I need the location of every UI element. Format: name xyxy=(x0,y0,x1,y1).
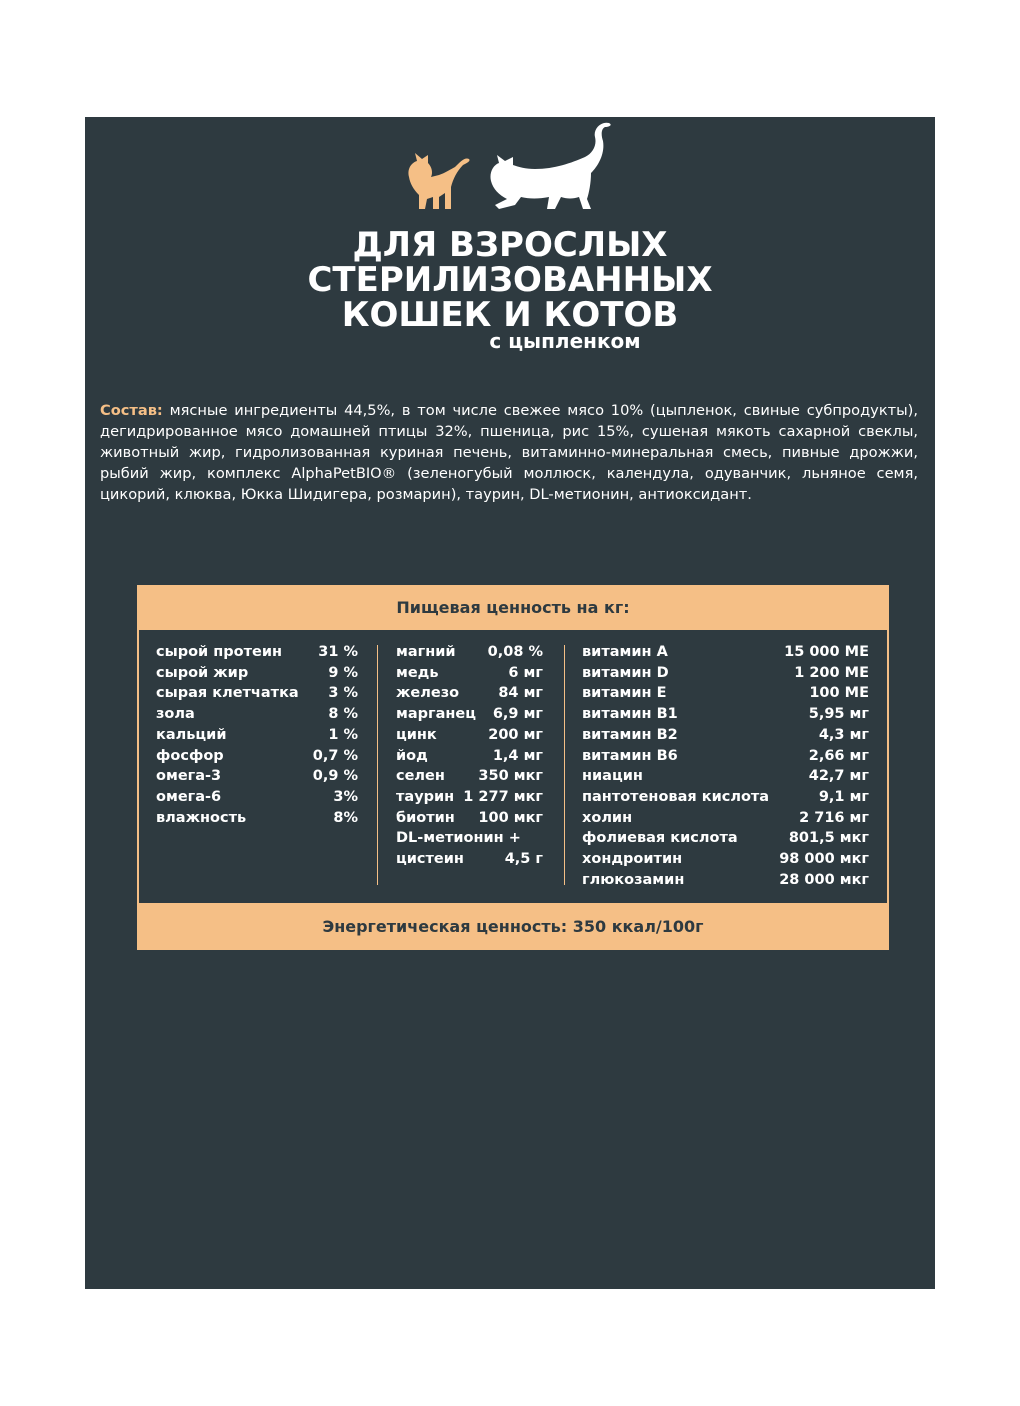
title-line: СТЕРИЛИЗОВАННЫХ xyxy=(307,260,713,300)
nutrient-value: 3% xyxy=(333,788,358,805)
nutrient-name: медь xyxy=(396,664,439,681)
nutrient-value: 0,08 % xyxy=(487,644,543,660)
nutrient-name: сырой жир xyxy=(156,664,249,681)
nutrient-row xyxy=(582,849,869,870)
nutrient-row xyxy=(582,663,869,684)
product-title xyxy=(85,225,935,335)
column-divider xyxy=(377,645,378,885)
nutrient-row xyxy=(156,642,358,663)
nutrient-name: цистеин xyxy=(396,851,464,868)
nutrient-value: 350 мкг xyxy=(478,768,543,785)
nutrient-name: фосфор xyxy=(156,747,224,764)
kitten-and-cat-icon xyxy=(395,117,635,217)
nutrient-name: йод xyxy=(396,747,428,764)
composition-body: мясные ингредиенты 44,5%, в том числе свежее мясо 10% (цыпленок, свиные субпродукты), дегидрированное мясо домашней птицы 32%, пшеница, рис 15%, сушеная мякоть сахарной свеклы, животный жир, гидролизованная куриная печень, витаминно-минеральная смесь, пивные дрожжи, рыбий жир, комплекс AlphaPetBIO® (зеленогубый моллюск, календула, одуванчик, льняное семя, цикорий, клюква, Юкка Шидигера, розмарин), таурин, DL-метионин, антиоксидант. xyxy=(100,402,918,503)
nutrient-value: 1 200 МЕ xyxy=(794,664,869,681)
nutrient-name: селен xyxy=(396,768,445,785)
nutrient-value: 4,3 мг xyxy=(818,726,869,743)
nutrient-name: витамин Е xyxy=(582,685,667,702)
nutrient-row xyxy=(582,808,869,829)
composition-text xyxy=(100,400,918,505)
nutrient-row xyxy=(582,870,869,891)
nutrient-row xyxy=(156,787,358,808)
nutrient-row xyxy=(582,746,869,767)
nutrient-row xyxy=(582,704,869,725)
nutrient-row xyxy=(582,683,869,704)
nutrient-value: 98 000 мкг xyxy=(779,851,869,868)
nutrient-row xyxy=(396,746,543,767)
nutrient-row xyxy=(396,766,543,787)
nutrient-name: хондроитин xyxy=(582,851,683,868)
nutrient-row xyxy=(582,642,869,663)
nutrient-name: цинк xyxy=(396,726,437,743)
nutrient-name: омега-3 xyxy=(156,768,222,785)
nutrient-name: таурин xyxy=(396,788,455,805)
nutrient-name: витамин В2 xyxy=(582,726,678,743)
nutrient-row xyxy=(396,663,543,684)
nutrient-row xyxy=(156,704,358,725)
title-line: ДЛЯ ВЗРОСЛЫХ xyxy=(352,225,668,265)
nutrient-name: ниацин xyxy=(582,768,643,785)
nutrition-column-3 xyxy=(582,642,869,890)
nutrient-row xyxy=(396,787,543,808)
nutrient-row xyxy=(396,808,543,829)
nutrient-row xyxy=(396,725,543,746)
nutrient-name: омега-6 xyxy=(156,788,222,805)
nutrient-value: 31 % xyxy=(318,644,358,660)
nutrient-name: влажность xyxy=(156,809,247,826)
nutrient-name: витамин D xyxy=(582,664,669,681)
nutrient-value: 1 277 мкг xyxy=(463,788,543,805)
nutrient-value: 6 мг xyxy=(508,664,543,681)
nutrient-value: 1 % xyxy=(328,726,358,743)
column-divider xyxy=(564,645,565,885)
nutrient-value: 1,4 мг xyxy=(492,747,543,764)
nutrient-row xyxy=(156,725,358,746)
nutrition-column-1 xyxy=(156,642,358,828)
nutrition-column-2 xyxy=(396,642,543,870)
nutrient-value: 28 000 мкг xyxy=(779,871,869,888)
nutrient-name: глюкозамин xyxy=(582,871,685,888)
nutrient-name: сырая клетчатка xyxy=(156,685,299,702)
nutrient-name: витамин А xyxy=(582,644,668,660)
nutrient-value: 9,1 мг xyxy=(818,788,869,805)
nutrient-value: 9 % xyxy=(328,664,358,681)
nutrient-row xyxy=(582,766,869,787)
nutrient-row xyxy=(156,663,358,684)
nutrient-row xyxy=(396,683,543,704)
nutrient-name: витамин В6 xyxy=(582,747,678,764)
composition-label: Состав: xyxy=(100,402,163,419)
nutrient-value: 801,5 мкг xyxy=(788,830,869,847)
energy-value: Энергетическая ценность: 350 ккал/100г xyxy=(137,903,889,950)
nutrient-value: 2,66 мг xyxy=(808,747,869,764)
nutrient-value: 0,9 % xyxy=(312,768,358,785)
nutrition-header: Пищевая ценность на кг: xyxy=(137,585,889,630)
nutrient-value: 8% xyxy=(333,809,358,826)
nutrient-name: витамин В1 xyxy=(582,706,678,723)
nutrient-row xyxy=(396,704,543,725)
nutrient-value: 6,9 мг xyxy=(492,706,543,723)
nutrient-value: 8 % xyxy=(328,706,358,723)
nutrient-value: 42,7 мг xyxy=(808,768,869,785)
nutrient-name: сырой протеин xyxy=(156,644,283,660)
nutrient-row xyxy=(396,828,543,849)
nutrient-name: биотин xyxy=(396,809,455,826)
nutrient-row xyxy=(156,746,358,767)
nutrient-value: 200 мг xyxy=(488,726,543,743)
nutrient-row xyxy=(156,683,358,704)
nutrient-row xyxy=(396,642,543,663)
nutrient-name: кальций xyxy=(156,726,227,743)
nutrient-value: 5,95 мг xyxy=(808,706,869,723)
nutrient-value: 2 716 мг xyxy=(799,809,869,826)
nutrient-row xyxy=(582,787,869,808)
nutrient-name: зола xyxy=(156,706,195,723)
nutrient-value: 0,7 % xyxy=(312,747,358,764)
nutrient-value: 3 % xyxy=(328,685,358,702)
nutrient-name: железо xyxy=(396,685,460,702)
product-subtitle: с цыпленком xyxy=(489,329,641,353)
nutrient-value: 84 мг xyxy=(498,685,543,702)
nutrient-name: марганец xyxy=(396,706,476,723)
nutrient-name: DL-метионин + xyxy=(396,830,521,847)
title-line: КОШЕК И КОТОВ xyxy=(341,295,679,335)
nutrient-value: 4,5 г xyxy=(504,851,543,868)
nutrient-row xyxy=(156,808,358,829)
nutrient-name: холин xyxy=(582,809,633,826)
nutrient-row xyxy=(582,725,869,746)
nutrient-name: фолиевая кислота xyxy=(582,830,738,847)
nutrient-row xyxy=(396,849,543,870)
nutrient-row xyxy=(582,828,869,849)
nutrient-row xyxy=(156,766,358,787)
nutrient-value: 100 МЕ xyxy=(809,685,869,702)
nutrient-value: 100 мкг xyxy=(478,809,543,826)
nutrient-name: пантотеновая кислота xyxy=(582,788,770,805)
nutrient-name: магний xyxy=(396,644,456,660)
nutrient-value: 15 000 МЕ xyxy=(784,644,869,660)
